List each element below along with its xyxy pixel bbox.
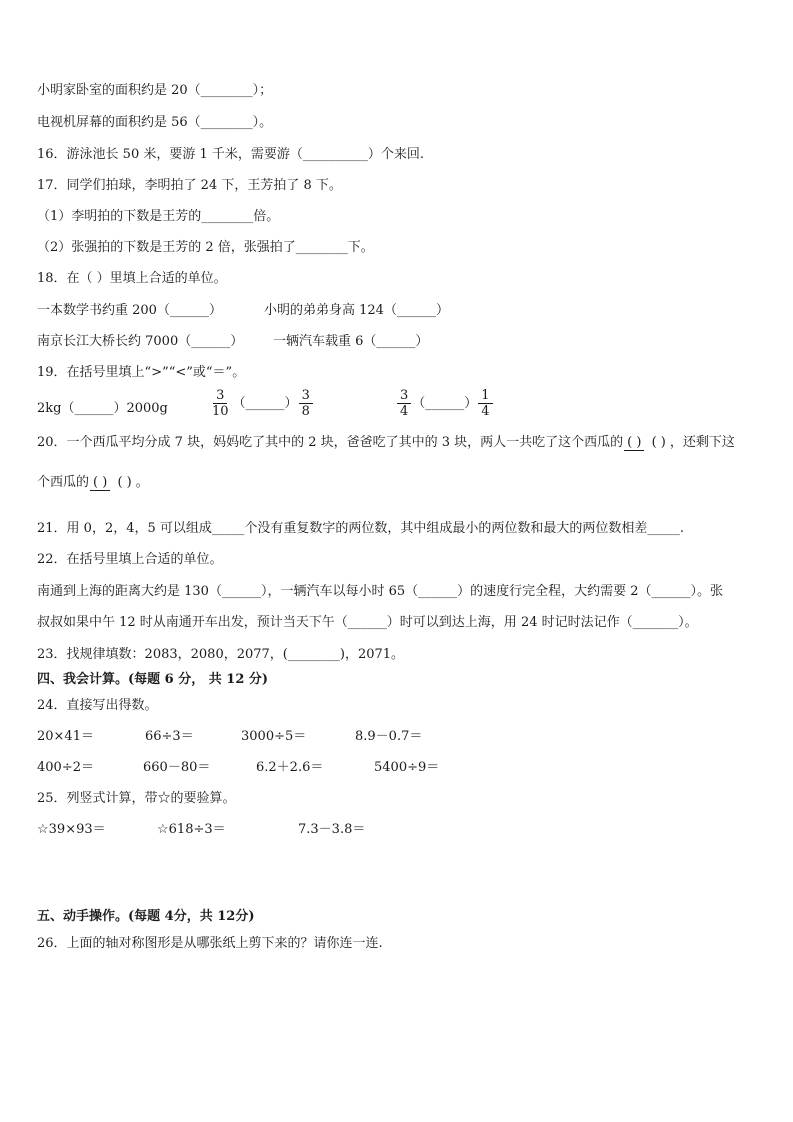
question-22-line-2: 叔叔如果中午 12 时从南通开车出发，预计当天下午（______）时可以到达上海，用 24 时记时法记作（_______）。 (37, 615, 698, 630)
numerator: 1 (478, 388, 492, 404)
fraction (208, 388, 233, 419)
question-19-a: 2kg（______）2000g (37, 401, 168, 416)
fraction (298, 388, 314, 419)
question-20-text: ，还剩下这 (669, 435, 735, 450)
question-20-text: 。 (135, 475, 149, 490)
question-22: 22．在括号里填上合适的单位。 (37, 552, 223, 567)
question-26: 26．上面的轴对称图形是从哪张纸上剪下来的？请你连一连. (37, 936, 383, 951)
question-line: 电视机屏幕的面积约是 56（________）。 (37, 115, 273, 130)
question-18: 18．在（ ）里填上合适的单位。 (37, 271, 227, 286)
calc-item: ☆618÷3＝ (157, 822, 226, 837)
calc-item: 660－80＝ (143, 760, 211, 775)
fraction (477, 388, 493, 419)
denominator-blank: ( ) (117, 475, 132, 490)
answer-blank: （______） (412, 395, 478, 411)
calc-item: 8.9－0.7＝ (355, 729, 423, 744)
section-5-heading: 五、动手操作。(每题 4分，共 12分) (37, 909, 255, 924)
question-17: 17．同学们拍球，李明拍了 24 下，王芳拍了 8 下。 (37, 178, 342, 193)
question-18-d: 一辆汽车载重 6（______） (273, 334, 429, 349)
question-17-2: （2）张强拍的下数是王芳的 2 倍，张强拍了________下。 (37, 240, 374, 255)
question-24: 24．直接写出得数。 (37, 698, 158, 713)
question-20-line-1 (37, 434, 735, 452)
question-21: 21．用 0，2，4，5 可以组成_____个没有重复数字的两位数，其中组成最小的两位数和最大的两位数相差_____. (37, 521, 685, 536)
calc-item: 66÷3＝ (145, 729, 194, 744)
question-20-text: 20．一个西瓜平均分成 7 块，妈妈吃了其中的 2 块，爸爸吃了其中的 3 块，两人一共吃了这个西瓜的 (37, 435, 624, 450)
blank-fraction (89, 475, 136, 491)
calc-item: 400÷2＝ (37, 760, 94, 775)
question-20-line-2 (37, 474, 149, 492)
question-18-b: 小明的弟弟身高 124（______） (264, 303, 449, 318)
calc-item: 3000÷5＝ (241, 729, 307, 744)
denominator-blank: ( ) (651, 435, 666, 450)
question-16: 16．游泳池长 50 米，要游 1 千米，需要游（__________）个来回. (37, 147, 425, 162)
question-18-a: 一本数学书约重 200（______） (37, 303, 222, 318)
question-23: 23．找规律填数：2083，2080，2077，(________)，2071。 (37, 647, 405, 662)
calc-item: 6.2＋2.6＝ (256, 760, 324, 775)
question-19: 19．在括号里填上“>”“<”或“＝”。 (37, 365, 246, 380)
fraction (396, 388, 412, 419)
denominator: 4 (481, 404, 490, 419)
question-18-c: 南京长江大桥长约 7000（______） (37, 334, 244, 349)
question-25: 25．列竖式计算，带☆的要验算。 (37, 791, 236, 806)
denominator: 8 (301, 404, 310, 419)
numerator: 3 (299, 388, 313, 404)
numerator-blank: ( ) (624, 435, 644, 451)
question-line: 小明家卧室的面积约是 20（________）； (37, 83, 273, 98)
numerator: 3 (397, 388, 411, 404)
denominator: 4 (400, 404, 409, 419)
calc-item: ☆39×93＝ (37, 822, 106, 837)
denominator: 10 (212, 404, 229, 419)
fraction-compare-2 (396, 388, 494, 419)
fraction-compare-1 (208, 388, 314, 419)
numerator-blank: ( ) (90, 475, 110, 491)
question-20-text: 个西瓜的 (37, 475, 90, 490)
question-22-line-1: 南通到上海的距离大约是 130（______），一辆汽车以每小时 65（______）的速度行完全程，大约需要 2（______）。张 (37, 584, 724, 599)
calc-item: 7.3－3.8＝ (298, 822, 366, 837)
calc-item: 20×41＝ (37, 729, 94, 744)
answer-blank: （______） (232, 395, 298, 411)
question-17-1: （1）李明拍的下数是王芳的________倍。 (37, 209, 280, 224)
section-4-heading: 四、我会计算。(每题 6 分， 共 12 分) (37, 672, 269, 687)
calc-item: 5400÷9＝ (374, 760, 440, 775)
blank-fraction (623, 435, 670, 451)
numerator: 3 (213, 388, 227, 404)
